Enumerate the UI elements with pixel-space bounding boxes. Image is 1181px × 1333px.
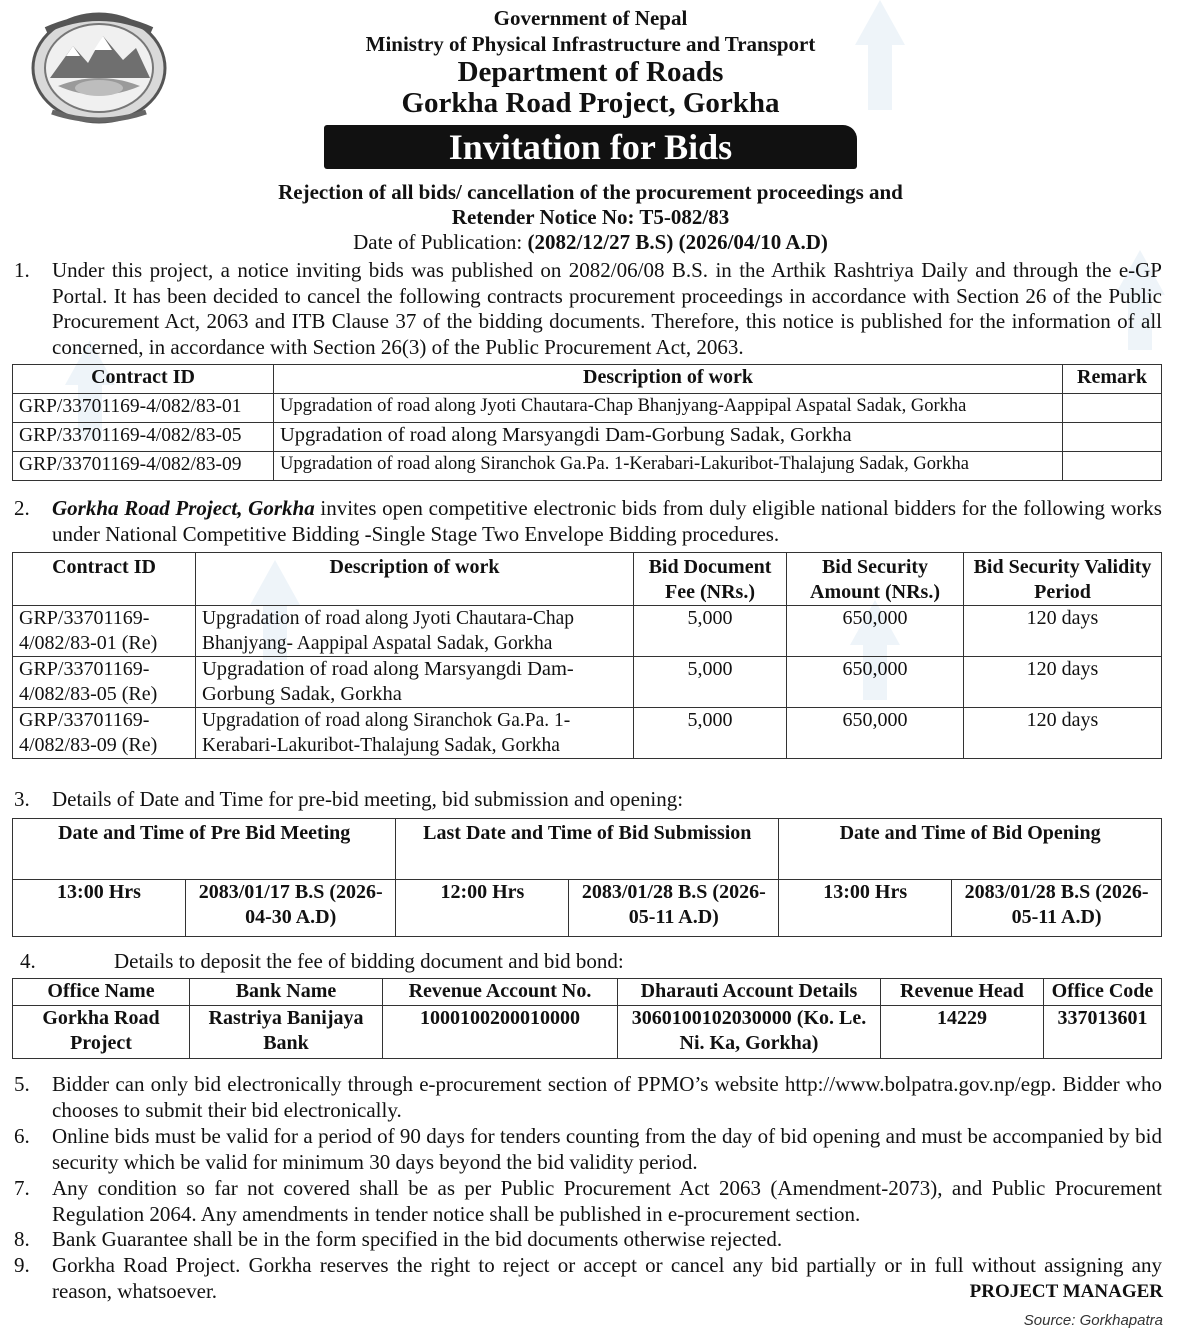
- clause-text: Bidder can only bid electronically through e-procurement section of PPMO’s website http://www.bolpatra.gov.np/egp. Bidder who chooses to submit their bid electronically.: [52, 1072, 1162, 1122]
- section2-body: invites open competitive electronic bids from duly eligible national bidders for the following works under National Competitive Bidding -Single Stage Two Envelope Bidding procedures.: [52, 496, 1162, 546]
- work-description: Upgradation of road along Marsyangdi Dam-Gorbung Sadak, Gorkha: [196, 657, 634, 708]
- clause-text: Bank Guarantee shall be in the form specified in the bid documents otherwise rejected.: [52, 1227, 783, 1251]
- table-row: [13, 606, 1162, 657]
- column-header: Office Code: [1044, 979, 1162, 1006]
- work-description: Upgradation of road along Jyoti Chautara-Chap Bhanjyang- Aappipal Aspatal Sadak, Gorkha: [196, 606, 634, 657]
- table-row: [13, 880, 1162, 937]
- notice-title: Rejection of all bids/ cancellation of the procurement proceedings and: [278, 180, 903, 204]
- document-fee: 5,000: [634, 657, 787, 708]
- column-header: Bank Name: [190, 979, 383, 1006]
- office-name: Gorkha Road Project: [13, 1006, 190, 1059]
- clause-text: Online bids must be valid for a period of 90 days for tenders counting from the day of bid opening and must be accompanied by bid security which be valid for minimum 30 days beyond the bid validity period.: [52, 1124, 1162, 1174]
- column-header: Description of work: [274, 365, 1063, 394]
- contract-id: GRP/33701169-4/082/83-01: [13, 394, 274, 423]
- column-header: Contract ID: [13, 365, 274, 394]
- column-header: Date and Time of Bid Opening: [779, 819, 1162, 880]
- security-amount: 650,000: [787, 657, 964, 708]
- publication-value: (2082/12/27 B.S) (2026/04/10 A.D): [527, 230, 828, 254]
- section-number: 3.: [14, 787, 30, 811]
- column-header: Last Date and Time of Bid Submission: [396, 819, 779, 880]
- contract-id: GRP/33701169-4/082/83-09 (Re): [13, 708, 196, 759]
- clause-number: 7.: [14, 1176, 30, 1200]
- bid-works-table: [12, 552, 1162, 759]
- submission-time: 12:00 Hrs: [396, 880, 569, 937]
- publication-label: Date of Publication:: [353, 230, 528, 254]
- section2-text: [52, 496, 1162, 547]
- table-row: [13, 423, 1162, 452]
- opening-date: 2083/01/28 B.S (2026-05-11 A.D): [952, 880, 1162, 937]
- column-header: Revenue Account No.: [383, 979, 618, 1006]
- publication-date: [0, 230, 1181, 255]
- clause-number: 9.: [14, 1253, 30, 1277]
- column-header: Dharauti Account Details: [618, 979, 881, 1006]
- clause-text: Any condition so far not covered shall be as per Public Procurement Act 2063 (Amendment-2073), and Public Procurement Regulation 2064. Any amendments in tender notice shall be published in e-procurement section.: [52, 1176, 1162, 1226]
- validity-period: 120 days: [964, 708, 1162, 759]
- section-number: 1.: [14, 258, 30, 282]
- project-name: Gorkha Road Project, Gorkha: [52, 496, 315, 520]
- opening-time: 13:00 Hrs: [779, 880, 952, 937]
- document-fee: 5,000: [634, 708, 787, 759]
- table-header-row: [13, 553, 1162, 606]
- pre-bid-time: 13:00 Hrs: [13, 880, 186, 937]
- table-header-row: [13, 819, 1162, 880]
- column-header: Date and Time of Pre Bid Meeting: [13, 819, 396, 880]
- table-row: [13, 657, 1162, 708]
- work-description: Upgradation of road along Siranchok Ga.Pa. 1-Kerabari-Lakuribot-Thalajung Sadak, Gorkha: [196, 708, 634, 759]
- section-number: 4.: [20, 949, 36, 973]
- clause-number: 8.: [14, 1227, 30, 1251]
- section-number: 2.: [14, 496, 30, 520]
- column-header: Revenue Head: [881, 979, 1044, 1006]
- validity-period: 120 days: [964, 657, 1162, 708]
- submission-date: 2083/01/28 B.S (2026-05-11 A.D): [569, 880, 779, 937]
- column-header: Bid Security Amount (NRs.): [787, 553, 964, 606]
- table-row: [13, 394, 1162, 423]
- contract-id: GRP/33701169-4/082/83-01 (Re): [13, 606, 196, 657]
- office-code: 337013601: [1044, 1006, 1162, 1059]
- department-line: Department of Roads: [457, 56, 724, 88]
- table-row: [13, 452, 1162, 481]
- government-line: Government of Nepal: [493, 6, 688, 30]
- document-fee: 5,000: [634, 606, 787, 657]
- clause-text: Gorkha Road Project. Gorkha reserves the right to reject or accept or cancel any bid partially or in full without assigning any reason, whatsoever.: [52, 1253, 1162, 1303]
- remark: [1063, 394, 1162, 423]
- contract-id: GRP/33701169-4/082/83-09: [13, 452, 274, 481]
- section3-text: Details of Date and Time for pre-bid meeting, bid submission and opening:: [52, 787, 684, 811]
- security-amount: 650,000: [787, 708, 964, 759]
- revenue-account: 1000100200010000: [383, 1006, 618, 1059]
- bank-name: Rastriya Banijaya Bank: [190, 1006, 383, 1059]
- ministry-line: Ministry of Physical Infrastructure and Transport: [365, 32, 816, 56]
- retender-number: Retender Notice No: T5-082/83: [451, 205, 730, 229]
- security-amount: 650,000: [787, 606, 964, 657]
- column-header: Description of work: [196, 553, 634, 606]
- project-line: Gorkha Road Project, Gorkha: [401, 87, 780, 119]
- revenue-head: 14229: [881, 1006, 1044, 1059]
- dharauti-account: 3060100102030000 (Ko. Le. Ni. Ka, Gorkha): [618, 1006, 881, 1059]
- table-row: [13, 1006, 1162, 1059]
- signature: PROJECT MANAGER: [969, 1281, 1163, 1302]
- table-header-row: [13, 365, 1162, 394]
- contract-id: GRP/33701169-4/082/83-05 (Re): [13, 657, 196, 708]
- section4-text: Details to deposit the fee of bidding document and bid bond:: [114, 949, 624, 973]
- work-description: Upgradation of road along Marsyangdi Dam-Gorbung Sadak, Gorkha: [274, 423, 1063, 452]
- work-description: Upgradation of road along Siranchok Ga.Pa. 1-Kerabari-Lakuribot-Thalajung Sadak, Gorkha: [274, 452, 1063, 481]
- cancelled-contracts-table: [12, 364, 1162, 481]
- column-header: Contract ID: [13, 553, 196, 606]
- table-header-row: [13, 979, 1162, 1006]
- contract-id: GRP/33701169-4/082/83-05: [13, 423, 274, 452]
- column-header: Bid Document Fee (NRs.): [634, 553, 787, 606]
- pre-bid-date: 2083/01/17 B.S (2026-04-30 A.D): [186, 880, 396, 937]
- clause-number: 6.: [14, 1124, 30, 1148]
- source-credit: Source: Gorkhapatra: [1023, 1312, 1163, 1329]
- schedule-table: [12, 818, 1162, 937]
- remark: [1063, 452, 1162, 481]
- work-description: Upgradation of road along Jyoti Chautara-Chap Bhanjyang-Aappipal Aspatal Sadak, Gorkha: [274, 394, 1063, 423]
- section1-text: Under this project, a notice inviting bids was published on 2082/06/08 B.S. in the Arthik Rashtriya Daily and through the e-GP Portal. It has been decided to cancel the following contracts procurement proceedings in accordance with Section 26 of the Public Procurement Act, 2063 and ITB Clause 37 of the bidding documents. Therefore, this notice is published for the information of all concerned, in accordance with Section 26(3) of the Public Procurement Act, 2063.: [52, 258, 1162, 359]
- clause-number: 5.: [14, 1072, 30, 1096]
- validity-period: 120 days: [964, 606, 1162, 657]
- invitation-banner: Invitation for Bids: [324, 125, 857, 169]
- column-header: Office Name: [13, 979, 190, 1006]
- deposit-table: [12, 978, 1162, 1059]
- table-row: [13, 708, 1162, 759]
- remark: [1063, 423, 1162, 452]
- column-header: Remark: [1063, 365, 1162, 394]
- column-header: Bid Security Validity Period: [964, 553, 1162, 606]
